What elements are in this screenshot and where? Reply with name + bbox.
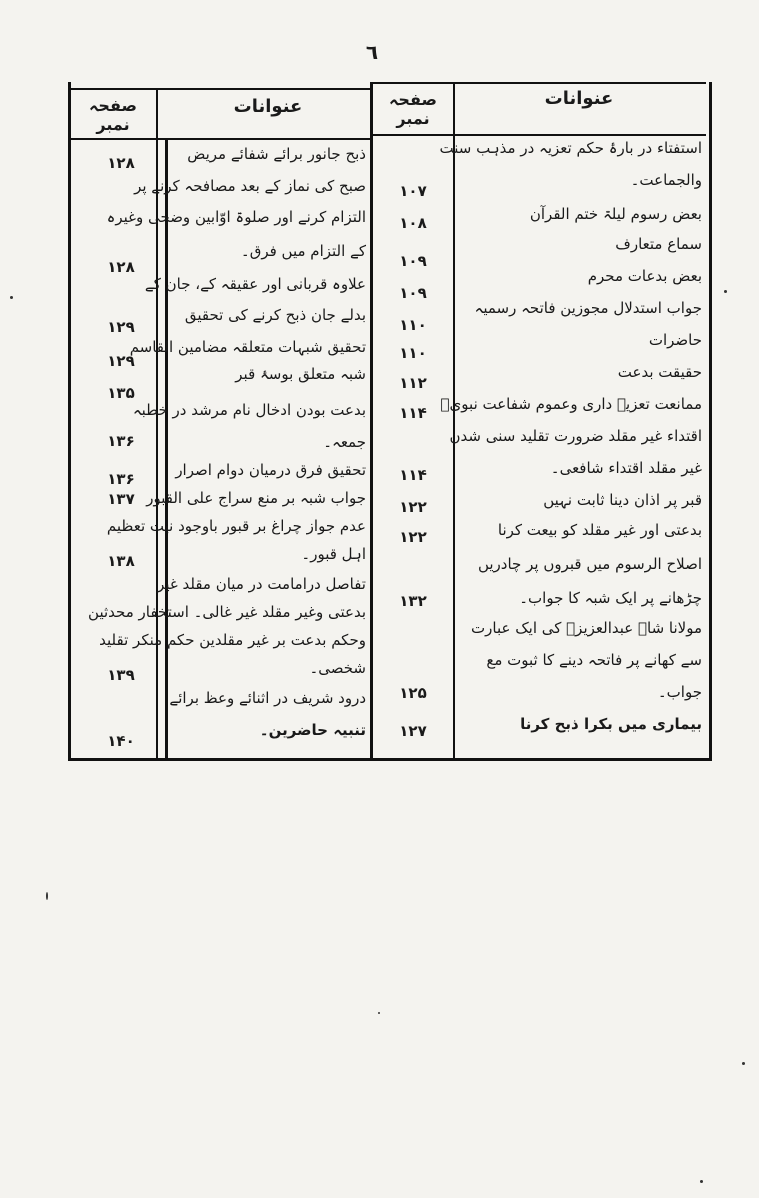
right-row-title: اصلاح الرسوم میں قبروں پر چادریں (477, 555, 702, 573)
scan-speck (46, 892, 48, 900)
right-row-page: ۱۲۵ (399, 684, 427, 702)
left-row-page: ۱۲۹ (107, 352, 135, 370)
scan-speck (10, 296, 13, 299)
scan-speck (724, 290, 727, 293)
right-row-page: ۱۰۹ (399, 252, 427, 270)
left-title-column-rule (165, 140, 168, 758)
right-row-title: چڑھانے پر ایک شبہ کا جواب۔ (519, 589, 702, 607)
right-row-title: بدعتی اور غیر مقلد کو بیعت کرنا (497, 521, 702, 539)
left-row-page: ۱۳۹ (107, 666, 135, 684)
left-header-top-rule (68, 88, 370, 90)
right-row-title: سے کھانے پر فاتحہ دینے کا ثبوت مع (486, 651, 702, 669)
left-row-title: التزام کرنے اور صلوۃ اوّابین وضحی وغیرہ (106, 208, 366, 226)
right-row-title: بیماری میں بکرا ذبح کرنا (520, 715, 702, 733)
right-row-page: ۱۰۹ (399, 284, 427, 302)
left-row-page: ۱۳۸ (107, 552, 135, 570)
right-row-page: ۱۱۰ (399, 316, 427, 334)
left-row-title: علاوہ قربانی اور عقیقہ کے، جان کے (144, 275, 366, 293)
left-row-title: بدلے جان ذبح کرنے کی تحقیق (184, 306, 366, 324)
right-row-page: ۱۱۴ (399, 466, 427, 484)
right-row-page: ۱۱۴ (399, 404, 427, 422)
right-row-page: ۱۰۷ (399, 182, 427, 200)
left-row-title: ذبح جانور برائے شفائے مریض (187, 145, 366, 163)
left-page-header: صفحہ نمبر (89, 96, 137, 134)
right-row-title: اقتداء غیر مقلد ضرورت تقلید سنی شدن (449, 427, 702, 445)
left-row-title: شبہ متعلق بوسۂ قبر (235, 365, 366, 383)
right-row-page: ۱۲۷ (399, 722, 427, 740)
right-page-column-divider (453, 82, 455, 758)
left-row-page: ۱۳۷ (107, 490, 135, 508)
left-header-bottom-rule (68, 138, 370, 140)
right-row-page: ۱۲۲ (399, 528, 427, 546)
scan-speck (700, 1180, 703, 1183)
left-row-title: وحکم بدعت بر غیر مقلدین حکم منکر تقلید (99, 631, 366, 649)
right-row-page: ۱۱۰ (399, 344, 427, 362)
right-title-header: عنوانات (544, 88, 614, 109)
left-row-page: ۱۲۸ (107, 258, 135, 276)
right-row-page: ۱۰۸ (399, 214, 427, 232)
left-row-title: درود شریف در اثنائے وعظ برائے (169, 689, 366, 707)
left-row-title: عدم جواز چراغ بر قبور باوجود نیت تعظیم (106, 517, 366, 535)
left-row-title: شخصی۔ (309, 659, 366, 677)
left-row-title: بدعتی وغیر مقلد غیر غالی۔ استخفار محدثین (88, 603, 366, 621)
right-row-title: غیر مقلد اقتداء شافعی۔ (550, 459, 702, 477)
left-title-header: عنوانات (233, 96, 303, 117)
right-row-title: جواب۔ (657, 683, 702, 701)
right-row-title: قبر پر اذان دینا ثابت نہیں (543, 491, 702, 509)
right-row-page: ۱۳۲ (399, 592, 427, 610)
left-row-title: تفاصل درامامت در میان مقلد غیر (157, 575, 366, 593)
right-header-top-rule (372, 82, 706, 84)
scan-speck (742, 1062, 745, 1065)
left-row-title: کے التزام میں فرق۔ (240, 242, 366, 260)
right-row-title: بعض بدعات محرم (587, 267, 702, 285)
left-row-title: جواب شبہ بر منع سراج علی القبور (146, 489, 366, 507)
right-row-title: والجماعت۔ (630, 171, 702, 189)
right-row-title: حاضرات (648, 331, 702, 349)
left-row-title: جمعہ۔ (323, 433, 366, 451)
left-row-title: بدعت بودن ادخال نام مرشد در خطبہ (132, 401, 366, 419)
left-row-title: صبح کی نماز کے بعد مصافحہ کرنے پر (134, 177, 366, 195)
right-row-title: مولانا شاہ عبدالعزیزؒ کی ایک عبارت (471, 619, 702, 637)
left-row-page: ۱۴۰ (107, 732, 135, 750)
left-row-title: تحقیق شبہات متعلقہ مضامین القاسم (129, 338, 366, 356)
left-row-title: تنبیہ حاضرین۔ (259, 721, 366, 739)
left-row-page: ۱۳۶ (107, 470, 135, 488)
right-row-title: ممانعت تعزیہ داری وعموم شفاعت نبویؐ (440, 395, 702, 413)
right-header-bottom-rule (372, 134, 706, 136)
right-row-title: استفتاء در بارۂ حکم تعزیہ در مذہب سنت (439, 139, 702, 157)
right-row-title: حقیقت بدعت (617, 363, 702, 381)
left-row-page: ۱۲۸ (107, 154, 135, 172)
right-row-title: سماع متعارف (615, 235, 702, 253)
right-row-title: جواب استدلال مجوزین فاتحہ رسمیہ (474, 299, 702, 317)
left-row-title: اہل قبور۔ (301, 545, 366, 563)
right-row-page: ۱۱۲ (399, 374, 427, 392)
left-row-page: ۱۳۵ (107, 384, 135, 402)
left-row-title: تحقیق فرق درمیان دوام اصرار (175, 461, 366, 479)
left-row-page: ۱۲۹ (107, 318, 135, 336)
left-row-page: ۱۳۶ (107, 432, 135, 450)
page-number: ٦ (365, 40, 379, 64)
center-divider (370, 82, 373, 758)
right-row-page: ۱۲۲ (399, 498, 427, 516)
right-page-header: صفحہ نمبر (389, 90, 437, 128)
right-row-title: بعض رسوم لیلۃ ختم القرآن (529, 205, 702, 223)
scan-speck (378, 1012, 380, 1014)
